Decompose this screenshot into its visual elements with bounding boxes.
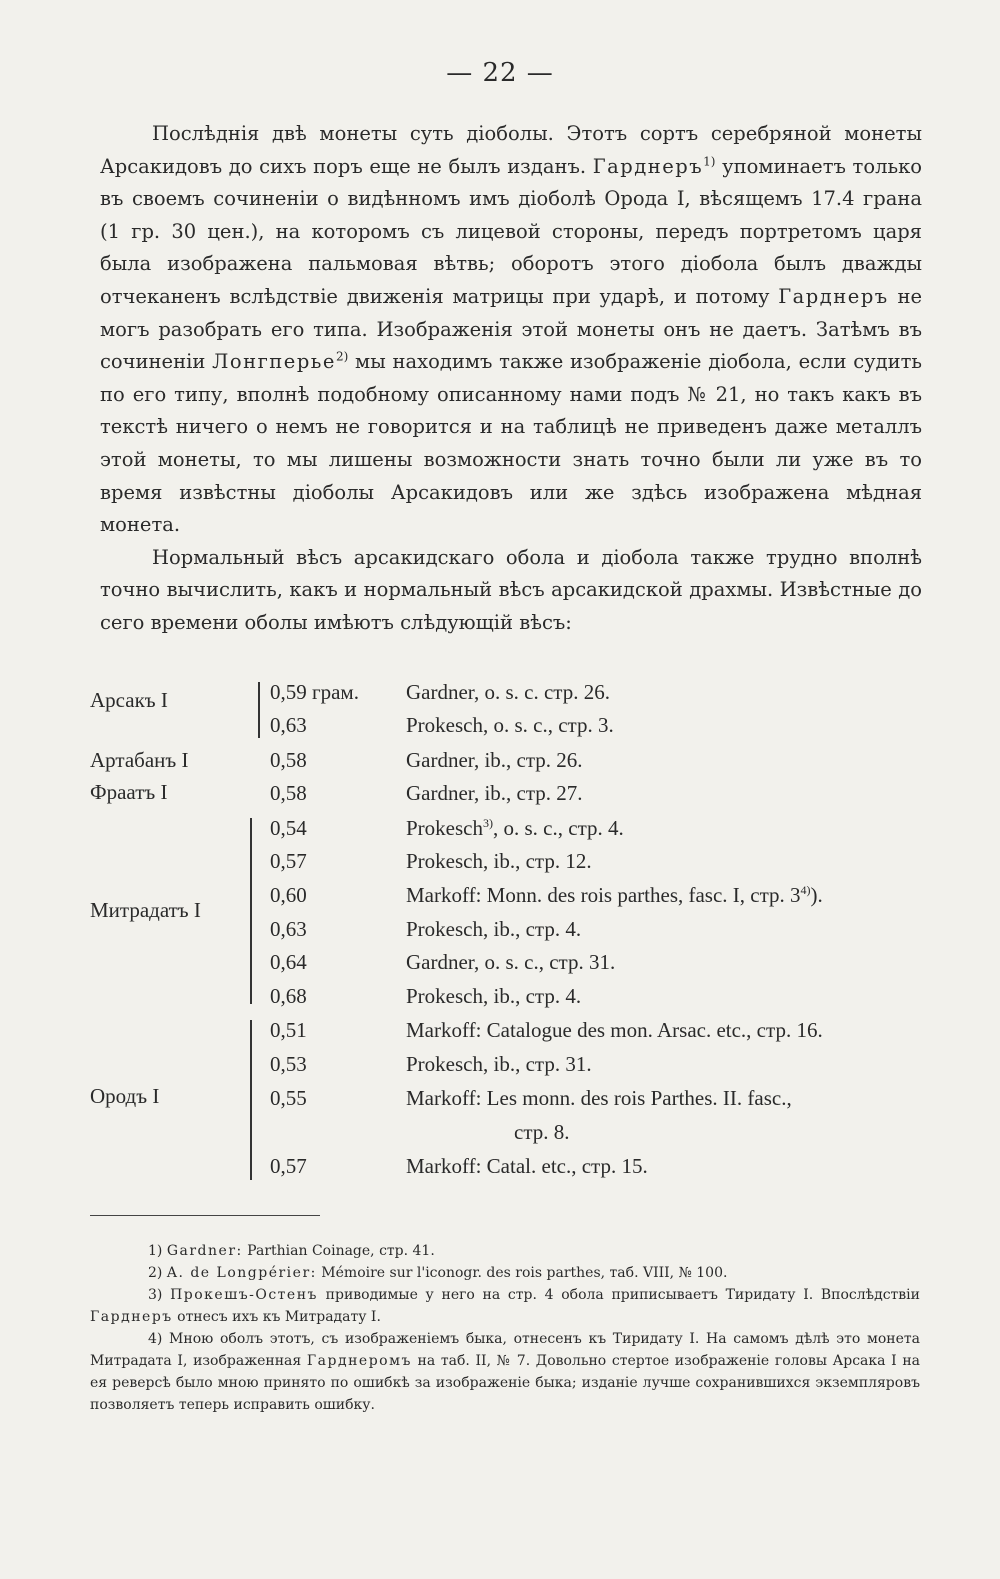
footnote-text: приводимые у него на стр. 4 обола приписываетъ Тиридату I. Впослѣдствіи: [317, 1287, 920, 1303]
weight-source: Gardner, o. s. c. стр. 26.: [406, 680, 610, 704]
author-name: Гарднеръ: [592, 154, 704, 178]
weight-row: [90, 713, 930, 745]
footnote-number: 3): [148, 1287, 163, 1303]
weight-row: [90, 1154, 930, 1186]
weight-value: 0,58: [270, 748, 307, 772]
weight-source: Prokesch, ib., стр. 4.: [406, 917, 582, 941]
author-name: Gardner:: [166, 1243, 243, 1259]
weight-source: стр. 8.: [514, 1120, 570, 1144]
source-text: ).: [810, 883, 823, 907]
weight-source: Prokesch, ib., стр. 12.: [406, 849, 592, 873]
king-label: Митрадатъ I: [90, 898, 201, 922]
author-name: Гарднеръ: [90, 1309, 173, 1325]
author-name: Прокешъ-Остенъ: [170, 1287, 318, 1303]
weight-source: [406, 883, 823, 908]
weight-value: 0,60: [270, 883, 307, 907]
footnote-ref: 2): [335, 349, 349, 364]
weight-source: Prokesch, o. s. c., стр. 3.: [406, 713, 614, 737]
weight-row: [90, 1018, 930, 1050]
text-run: упоминаетъ только въ своемъ сочиненіи о видѣнномъ имъ діоболѣ Орода I, вѣсящемъ 17.4 грана (1 гр. 30 цен.), на которомъ съ лицевой стороны, передъ портретомъ царя была изображена пальмовая вѣтвь; оборотъ этого діобола былъ дважды отчеканенъ вслѣдствіе движенія матрицы при ударѣ, и потому: [100, 154, 923, 308]
source-text: Prokesch: [406, 816, 483, 840]
footnote-1: [90, 1240, 920, 1262]
weight-source: Markoff: Les monn. des rois Parthes. II. fasc.,: [406, 1086, 792, 1110]
footnote-ref: 1): [703, 154, 716, 169]
page-number: — 22 —: [446, 58, 554, 88]
weight-source: Prokesch, ib., стр. 4.: [406, 984, 582, 1008]
weight-row: [90, 950, 930, 982]
king-label: Артабанъ I: [90, 748, 189, 772]
weight-row: [90, 748, 930, 780]
footnote-text: Parthian Coinage, стр. 41.: [242, 1243, 435, 1259]
weight-value: 0,58: [270, 781, 307, 805]
footnote-text: на таб. II, № 7. Довольно стертое изображеніе головы Арсака I на ея реверсѣ было мною принято по ошибкѣ за изображеніе быка; изданіе лучше сохранившихся экземпляровъ позволяетъ теперь исправить ошибку.: [90, 1353, 920, 1413]
weight-row: [90, 849, 930, 881]
weight-value: 0,57: [270, 1154, 307, 1178]
footnote-ref: 4): [800, 883, 811, 897]
author-name: Гарднеромъ: [306, 1353, 412, 1369]
author-name: A. de Longpérier:: [166, 1265, 317, 1281]
weight-source: Gardner, ib., стр. 26.: [406, 748, 583, 772]
weight-value: 0,53: [270, 1052, 307, 1076]
weight-source: Gardner, ib., стр. 27.: [406, 781, 583, 805]
paragraph-2: Нормальный вѣсъ арсакидскаго обола и діобола также трудно вполнѣ точно вычислить, какъ и нормальный вѣсъ арсакидской драхмы. Извѣстные до сего времени оболы имѣютъ слѣдующій вѣсъ:: [100, 545, 922, 634]
author-name: Гарднеръ: [778, 284, 889, 308]
weight-source: Markoff: Catalogue des mon. Arsac. etc., стр. 16.: [406, 1018, 823, 1042]
weight-value: 0,54: [270, 816, 307, 840]
weight-value: 0,57: [270, 849, 307, 873]
footnote-text: Mémoire sur l'iconogr. des rois parthes, таб. VIII, № 100.: [316, 1265, 728, 1281]
footnote-text: Мною оболъ этотъ, съ изображеніемъ быка, отнесенъ къ Тиридату I. На самомъ дѣлѣ это монета Митрадата I, изображенная: [90, 1331, 920, 1369]
text-run: не могъ разобрать его типа. Изображенія этой монеты онъ не даетъ. Затѣмъ въ сочиненіи: [100, 284, 922, 374]
weight-source: Markoff: Catal. etc., стр. 15.: [406, 1154, 648, 1178]
weight-value: 0,51: [270, 1018, 307, 1042]
paragraph-1: [100, 118, 922, 542]
weight-row: [90, 917, 930, 949]
weight-value: 0,68: [270, 984, 307, 1008]
footnote-ref: 3): [483, 816, 493, 830]
weight-row: [90, 781, 930, 813]
weight-source: [406, 816, 624, 841]
weight-value: 0,55: [270, 1086, 307, 1110]
weight-row: [90, 883, 930, 915]
footnote-text: отнесъ ихъ къ Митрадату I.: [172, 1309, 381, 1325]
footnote-number: 2): [148, 1265, 163, 1281]
weight-row: [90, 1052, 930, 1084]
footnote-4: [90, 1328, 920, 1416]
author-name: Лонгперье: [212, 350, 336, 374]
footnote-number: 1): [148, 1243, 163, 1259]
weight-row: [90, 1086, 930, 1118]
weight-row: [90, 816, 930, 848]
king-label: Фраатъ I: [90, 780, 168, 804]
footnote-3: [90, 1284, 920, 1328]
weight-row: [90, 984, 930, 1016]
body-text: [100, 118, 922, 640]
weight-source: Gardner, o. s. c., стр. 31.: [406, 950, 616, 974]
footnote-number: 4): [148, 1331, 163, 1347]
king-label: Ородъ I: [90, 1084, 160, 1108]
weight-value: 0,63: [270, 917, 307, 941]
weight-source: Prokesch, ib., стр. 31.: [406, 1052, 592, 1076]
footnote-divider: [90, 1215, 320, 1216]
footnotes: [90, 1240, 920, 1416]
weight-value: 0,59 грам.: [270, 680, 359, 704]
text-run: Послѣднія двѣ монеты суть діоболы. Этотъ сортъ серебряной монеты Арсакидовъ до сихъ поръ еще не былъ изданъ.: [100, 122, 922, 178]
weight-value: 0,64: [270, 950, 307, 974]
king-label: Арсакъ I: [90, 688, 168, 712]
weight-value: 0,63: [270, 713, 307, 737]
footnote-2: [90, 1262, 920, 1284]
weight-row: [90, 1120, 930, 1152]
source-text: , o. s. c., стр. 4.: [493, 816, 624, 840]
text-run: мы находимъ также изображеніе діобола, если судить по его типу, вполнѣ подобному описанному нами подъ № 21, но такъ какъ въ текстѣ ничего о немъ не говорится и на таблицѣ не приведенъ даже металлъ этой монеты, то мы лишены возможности знать точно были ли уже въ то время извѣстны діоболы Арсакидовъ или же здѣсь изображена мѣдная монета.: [100, 350, 923, 537]
source-text: Markoff: Monn. des rois parthes, fasc. I, стр. 3: [406, 883, 801, 907]
weight-row: [90, 680, 930, 712]
